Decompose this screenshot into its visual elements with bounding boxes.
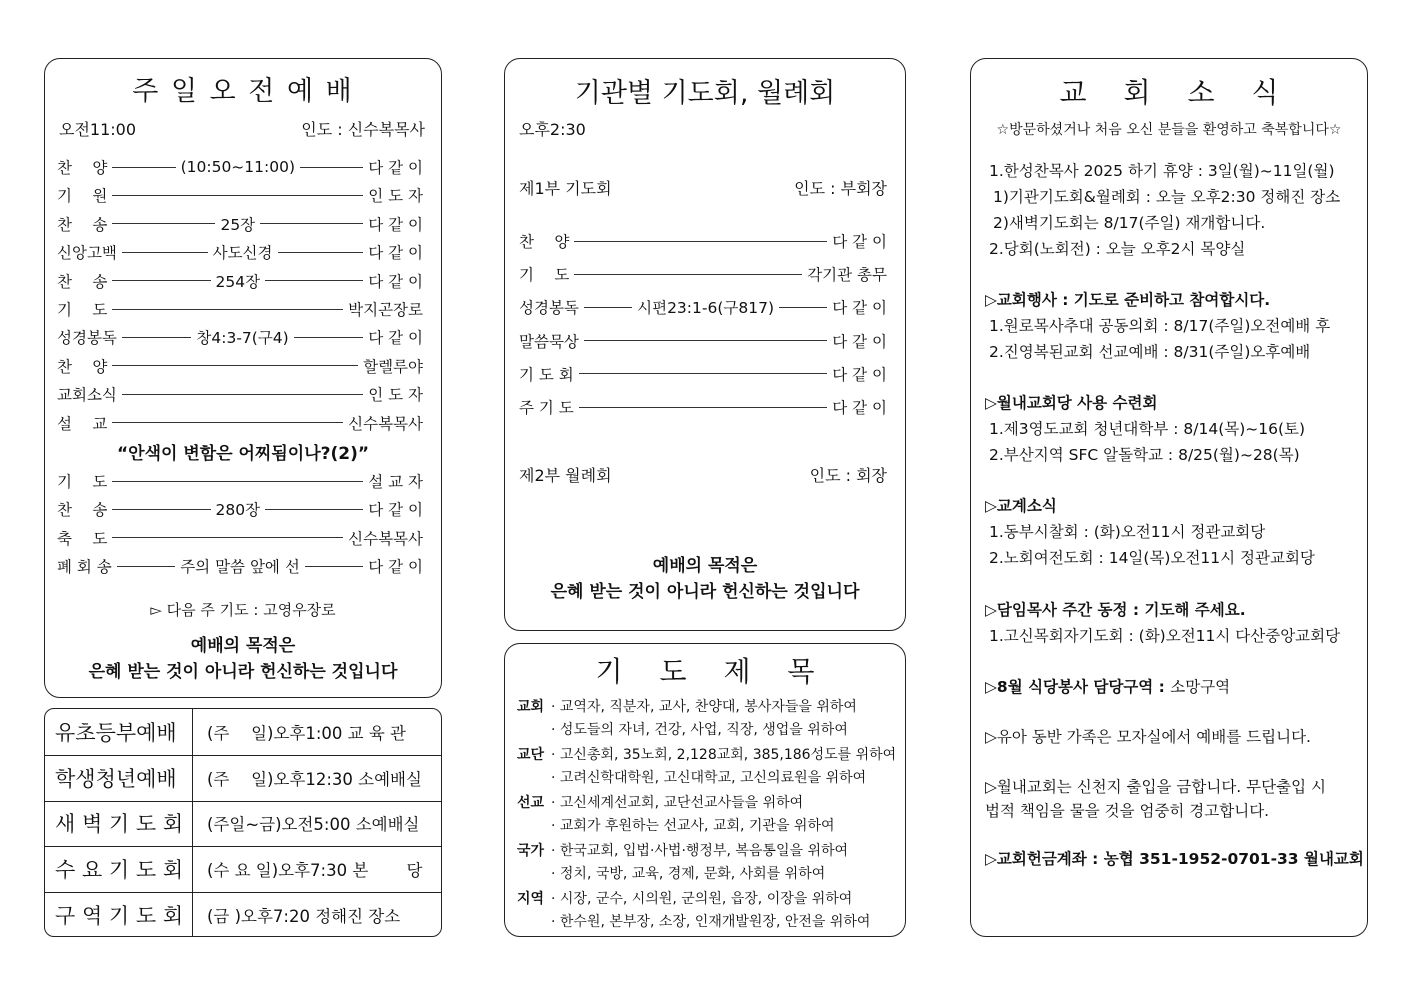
schedule-row	[45, 755, 441, 801]
sunday-worship-panel	[44, 58, 442, 698]
schedule-name: 새 벽 기 도 회	[45, 801, 193, 847]
order-row	[57, 297, 423, 321]
prayer-line	[517, 815, 835, 838]
order-row	[57, 497, 423, 521]
news-extra: 소망구역	[1170, 678, 1231, 696]
order-who: 할렐루야	[363, 357, 423, 376]
order-label: 교회소식	[57, 386, 117, 405]
schedule-row	[45, 709, 441, 755]
order-who: 신수복목사	[348, 414, 423, 433]
schedule-row	[45, 892, 441, 937]
sunday-purpose	[45, 633, 441, 685]
prayer-label: 교단	[517, 747, 545, 763]
news-line	[989, 443, 1300, 465]
prayer-label: 선교	[517, 795, 545, 811]
prayer-text: 한국교회, 입법·사법·행정부, 복음통일을 위하여	[559, 843, 849, 859]
order-label: 찬 양	[519, 233, 570, 251]
bullet-dot: ·	[551, 866, 560, 882]
news-text: ▷담임목사 주간 동정 : 기도해 주세요.	[985, 601, 1246, 619]
order-label: 성경봉독	[519, 299, 579, 318]
welcome-line: ☆방문하셨거나 처음 오신 분들을 환영하고 축복합니다☆	[996, 122, 1342, 138]
prayer-line	[517, 840, 848, 863]
order-row	[57, 183, 423, 207]
order-middle: 주의 말씀 앞에 선	[180, 558, 300, 577]
schedule-divider	[45, 892, 441, 893]
prayer-title: 기 도 제 목	[595, 655, 815, 688]
order-label: 설 교	[57, 414, 108, 433]
news-text: 1.동부시찰회 : (화)오전11시 정관교회당	[989, 523, 1266, 541]
news-line	[985, 675, 1230, 697]
dash-line	[112, 195, 363, 196]
order-row	[57, 325, 423, 349]
prayer-item	[517, 792, 835, 838]
purpose-line-1: 예배의 목적은	[652, 556, 758, 576]
dash-line	[112, 422, 343, 423]
dash-line	[294, 337, 364, 338]
order-row	[57, 469, 423, 493]
dash-line	[278, 252, 364, 253]
order-who: 인 도 자	[368, 187, 423, 206]
part2-label: 제2부 월례회	[519, 466, 612, 485]
order-who: 다 같 이	[832, 332, 887, 351]
prayer-line	[517, 696, 857, 719]
prayer-line	[517, 863, 848, 886]
news-text: 2.노회여전도회 : 14일(목)오전11시 정관교회당	[989, 549, 1315, 567]
order-row	[57, 554, 423, 578]
news-line	[989, 340, 1310, 362]
news-text: 2.당회(노회전) : 오늘 오후2시 목양실	[989, 240, 1246, 258]
prayer-line	[517, 792, 835, 815]
news-line	[989, 314, 1330, 336]
news-text: 법적 책임을 물을 것을 엄중히 경고합니다.	[985, 802, 1270, 820]
order-who: 다 같 이	[368, 215, 424, 234]
dash-line	[579, 373, 827, 374]
order-label: 찬 양	[57, 159, 108, 177]
news-title: 교 회 소 식	[1059, 76, 1279, 109]
schedule-value: (수 요 일)오후7:30 본 당	[207, 861, 423, 881]
monthly-time: 오후2:30	[519, 120, 586, 139]
prayer-text: 교회가 후원하는 선교사, 교회, 기관을 위하여	[559, 818, 835, 834]
order-row	[519, 295, 887, 319]
prayer-text: 시장, 군수, 시의원, 군의원, 읍장, 이장을 위하여	[559, 891, 853, 907]
monthly-purpose	[505, 553, 905, 605]
purpose-line-1: 예배의 목적은	[190, 636, 296, 656]
order-middle: 창4:3-7(구4)	[196, 329, 289, 348]
prayer-line	[517, 744, 896, 767]
part1-label: 제1부 기도회	[519, 179, 612, 198]
news-text: ▷교계소식	[985, 497, 1057, 515]
dash-line	[112, 481, 363, 482]
news-line	[985, 288, 1270, 310]
bullet-dot: ·	[551, 795, 560, 811]
order-label: 찬 송	[57, 272, 108, 291]
order-row	[57, 240, 423, 264]
news-line	[985, 725, 1311, 747]
bullet-dot: ·	[551, 843, 560, 859]
order-middle: 시편23:1-6(구817)	[637, 299, 774, 318]
prayer-line	[517, 911, 870, 934]
order-label: 기 도	[57, 301, 108, 319]
dash-line	[112, 223, 215, 224]
news-line	[993, 211, 1265, 233]
order-who: 박지곤장로	[348, 301, 423, 319]
order-who: 다 같 이	[832, 299, 887, 318]
order-who: 다 같 이	[832, 399, 887, 417]
order-label: 주 기 도	[519, 399, 574, 417]
monthly-meeting-panel	[504, 58, 906, 631]
news-line	[985, 775, 1326, 797]
order-middle: 사도신경	[212, 244, 273, 263]
dash-line	[122, 252, 208, 253]
dash-line	[112, 280, 210, 281]
order-row	[57, 155, 423, 179]
dash-line	[112, 309, 343, 310]
church-news-panel	[970, 58, 1368, 937]
schedule-divider	[45, 755, 441, 756]
dash-line	[579, 407, 827, 408]
prayer-text: 교역자, 직분자, 교사, 찬양대, 봉사자들을 위하여	[559, 699, 857, 715]
prayer-topics-panel	[504, 643, 906, 937]
prayer-label: 국가	[517, 843, 545, 859]
part2-leader: 인도 : 회장	[809, 466, 887, 485]
prayer-item	[517, 840, 848, 886]
news-line	[993, 185, 1340, 207]
news-text: ▷월내교회당 사용 수련회	[985, 394, 1158, 412]
news-text: 1.제3영도교회 청년대학부 : 8/14(목)~16(토)	[989, 420, 1306, 438]
dash-line	[574, 241, 827, 242]
sunday-title: 주 일 오 전 예 배	[132, 76, 354, 107]
order-who: 다 같 이	[368, 272, 423, 291]
schedule-value: (금 )오후7:20 정해진 장소	[207, 907, 401, 927]
order-label: 기 원	[57, 187, 108, 206]
bullet-dot: ·	[551, 818, 560, 834]
prayer-text: 한수원, 본부장, 소장, 인재개발원장, 안전을 위하여	[559, 914, 871, 930]
order-label: 기 도	[519, 266, 570, 285]
news-line	[989, 520, 1265, 542]
prayer-item	[517, 888, 870, 934]
order-row	[519, 262, 887, 286]
order-middle: 25장	[220, 215, 256, 234]
dash-line	[122, 394, 363, 395]
next-prayer: ▻ 다음 주 기도 : 고영우장로	[150, 601, 336, 619]
order-who: 다 같 이	[368, 329, 423, 348]
order-row	[519, 362, 887, 386]
prayer-label: 지역	[517, 891, 545, 907]
news-line	[989, 159, 1335, 181]
prayer-text: 고신세계선교회, 교단선교사들을 위하여	[559, 795, 804, 811]
order-label: 성경봉독	[57, 329, 117, 348]
order-middle: (10:50~11:00)	[180, 158, 296, 176]
order-middle: 280장	[215, 501, 261, 520]
news-line	[989, 237, 1245, 259]
schedule-value: (주일~금)오전5:00 소예배실	[207, 815, 420, 835]
prayer-label: 교회	[517, 699, 545, 715]
bullet-dot: ·	[551, 770, 560, 786]
sunday-time: 오전11:00	[59, 120, 137, 139]
news-line	[989, 417, 1305, 439]
bullet-dot: ·	[551, 747, 560, 763]
part1-leader: 인도 : 부회장	[794, 179, 887, 198]
order-row	[57, 212, 423, 236]
schedule-divider	[45, 801, 441, 802]
order-who: 신수복목사	[348, 529, 423, 548]
news-text: 1.한성찬목사 2025 하기 휴양 : 3일(월)~11일(월)	[989, 162, 1335, 180]
dash-line	[122, 337, 192, 338]
prayer-line	[517, 888, 870, 911]
news-line	[985, 494, 1057, 516]
dash-line	[112, 365, 358, 366]
prayer-item	[517, 696, 857, 742]
news-text: ▷8월 식당봉사 담당구역 :	[985, 678, 1171, 696]
order-label: 기 도	[57, 473, 108, 491]
prayer-text: 성도들의 자녀, 건강, 사업, 직장, 생업을 위하여	[559, 722, 848, 738]
dash-line	[574, 274, 802, 275]
order-label: 축 도	[57, 529, 108, 548]
dash-line	[112, 537, 343, 538]
purpose-line-2: 은혜 받는 것이 아니라 헌신하는 것입니다	[88, 662, 398, 682]
schedule-name: 수 요 기 도 회	[45, 846, 193, 892]
schedule-divider	[45, 846, 441, 847]
sermon-title: “안색이 변함은 어찌됨이나?(2)”	[116, 444, 370, 464]
news-line	[985, 847, 1364, 869]
order-row	[57, 411, 423, 435]
order-row	[519, 329, 887, 353]
sunday-leader: 인도 : 신수복목사	[301, 120, 425, 139]
news-text: ▷교회헌금계좌 : 농협 351-1952-0701-33 월내교회	[985, 850, 1364, 868]
schedule-value: (주 일)오후1:00 교 육 관	[207, 723, 406, 743]
order-who: 다 같 이	[368, 558, 423, 577]
service-schedule-table	[44, 708, 442, 937]
prayer-line	[517, 719, 857, 742]
purpose-line-2: 은혜 받는 것이 아니라 헌신하는 것입니다	[550, 582, 860, 602]
order-who: 인 도 자	[368, 386, 423, 405]
news-text: 2)새벽기도회는 8/17(주일) 재개합니다.	[993, 214, 1266, 232]
schedule-name: 구 역 기 도 회	[45, 892, 193, 937]
prayer-text: 고신총회, 35노회, 2,128교회, 385,186성도를 위하여	[559, 747, 897, 763]
order-label: 폐 회 송	[57, 558, 112, 577]
dash-line	[112, 167, 175, 168]
bullet-dot: ·	[551, 722, 560, 738]
order-label: 기 도 회	[519, 365, 574, 384]
prayer-line	[517, 767, 896, 790]
order-label: 신앙고백	[57, 244, 117, 263]
schedule-row	[45, 846, 441, 892]
news-text: 1.고신목회자기도회 : (화)오전11시 다산중앙교회당	[989, 627, 1341, 645]
dash-line	[584, 340, 827, 341]
prayer-text: 정치, 국방, 교육, 경제, 문화, 사회를 위하여	[559, 866, 826, 882]
schedule-name: 유초등부예배	[45, 709, 193, 755]
order-who: 다 같 이	[832, 365, 887, 384]
news-line	[985, 598, 1246, 620]
order-who: 설 교 자	[368, 473, 423, 491]
order-label: 찬 송	[57, 215, 108, 234]
dash-line	[779, 307, 827, 308]
bullet-dot: ·	[551, 891, 560, 907]
order-who: 다 같 이	[368, 501, 423, 520]
order-row	[57, 382, 423, 406]
bullet-dot: ·	[551, 699, 560, 715]
dash-line	[584, 307, 632, 308]
prayer-item	[517, 744, 896, 790]
news-text: ▷유아 동반 가족은 모자실에서 예배를 드립니다.	[985, 728, 1311, 746]
order-label: 말씀묵상	[519, 332, 579, 351]
order-who: 다 같 이	[368, 244, 423, 263]
dash-line	[117, 566, 175, 567]
news-text: 1.원로목사추대 공동의회 : 8/17(주일)오전예배 후	[989, 317, 1331, 335]
prayer-text: 고려신학대학원, 고신대학교, 고신의료원을 위하여	[559, 770, 867, 786]
news-line	[989, 624, 1340, 646]
dash-line	[300, 167, 363, 168]
dash-line	[265, 509, 363, 510]
order-who: 각기관 총무	[807, 266, 887, 285]
news-text: ▷교회행사 : 기도로 준비하고 참여합시다.	[985, 291, 1271, 309]
order-who: 다 같 이	[832, 233, 887, 251]
news-line	[985, 799, 1269, 821]
schedule-value: (주 일)오후12:30 소예배실	[207, 769, 422, 789]
schedule-name: 학생청년예배	[45, 755, 193, 801]
news-text: ▷월내교회는 신천지 출입을 금합니다. 무단출입 시	[985, 778, 1326, 796]
news-line	[985, 391, 1157, 413]
order-label: 찬 양	[57, 357, 108, 376]
schedule-row	[45, 801, 441, 847]
news-line	[989, 546, 1315, 568]
news-text: 2.진영복된교회 선교예배 : 8/31(주일)오후예배	[989, 343, 1311, 361]
order-row	[57, 354, 423, 378]
dash-line	[305, 566, 363, 567]
order-middle: 254장	[215, 272, 261, 291]
monthly-title: 기관별 기도회, 월례회	[574, 78, 836, 109]
news-text: 1)기관기도회&월례회 : 오늘 오후2:30 정해진 장소	[993, 188, 1341, 206]
dash-line	[112, 509, 210, 510]
dash-line	[265, 280, 363, 281]
order-row	[57, 526, 423, 550]
order-row	[57, 269, 423, 293]
order-label: 찬 송	[57, 501, 108, 520]
bullet-dot: ·	[551, 914, 560, 930]
dash-line	[260, 223, 363, 224]
news-text: 2.부산지역 SFC 알돌학교 : 8/25(월)~28(목)	[989, 446, 1300, 464]
order-who: 다 같 이	[368, 159, 424, 177]
order-row	[519, 395, 887, 419]
order-row	[519, 229, 887, 253]
